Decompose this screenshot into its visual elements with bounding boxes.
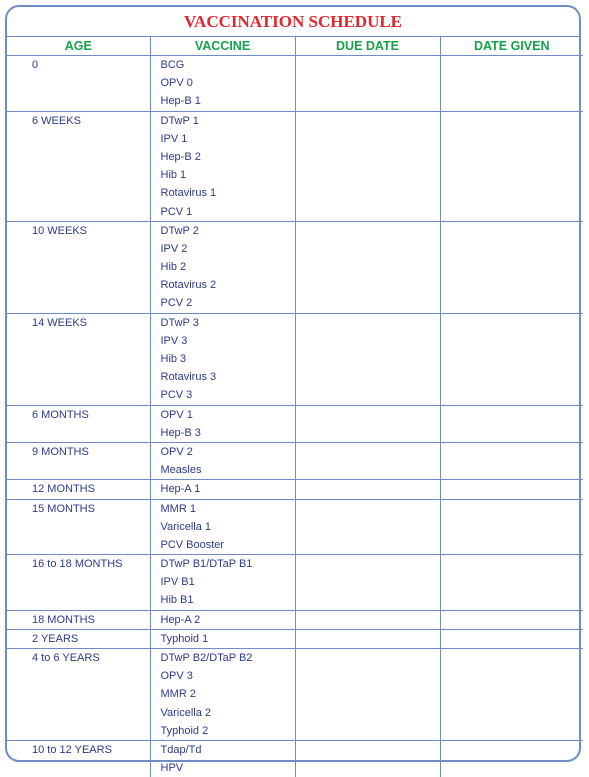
age-cell: 4 to 6 YEARS	[7, 649, 150, 741]
vaccine-name: DTwP 3	[161, 314, 295, 332]
vaccine-name: PCV 1	[161, 203, 295, 221]
table-row	[7, 610, 583, 629]
date-given-cell[interactable]	[440, 442, 583, 479]
vaccine-name: Rotavirus 2	[161, 276, 295, 294]
vaccine-name: MMR 2	[161, 685, 295, 703]
due-date-cell[interactable]	[295, 313, 440, 405]
vaccine-cell	[150, 221, 295, 313]
vaccine-cell	[150, 610, 295, 629]
date-given-cell[interactable]	[440, 221, 583, 313]
date-given-cell[interactable]	[440, 111, 583, 221]
vaccine-name: Varicella 2	[161, 704, 295, 722]
age-cell: 6 WEEKS	[7, 111, 150, 221]
date-given-cell[interactable]	[440, 56, 583, 112]
vaccine-name: Typhoid 1	[161, 630, 295, 648]
due-date-cell[interactable]	[295, 56, 440, 112]
vaccine-name: Hep-B 3	[161, 424, 295, 442]
date-given-cell[interactable]	[440, 629, 583, 648]
age-cell: 10 WEEKS	[7, 221, 150, 313]
due-date-cell[interactable]	[295, 480, 440, 499]
table-row	[7, 740, 583, 777]
vaccine-name: DTwP B1/DTaP B1	[161, 555, 295, 573]
vaccine-cell	[150, 442, 295, 479]
header-row	[7, 37, 583, 56]
vaccine-cell	[150, 740, 295, 777]
header-due-date: DUE DATE	[295, 37, 440, 56]
due-date-cell[interactable]	[295, 405, 440, 442]
date-given-cell[interactable]	[440, 610, 583, 629]
vaccine-name: HPV	[161, 759, 295, 777]
vaccine-name: MMR 1	[161, 500, 295, 518]
age-cell: 2 YEARS	[7, 629, 150, 648]
date-given-cell[interactable]	[440, 480, 583, 499]
due-date-cell[interactable]	[295, 649, 440, 741]
table-row	[7, 442, 583, 479]
age-cell: 15 MONTHS	[7, 499, 150, 555]
date-given-cell[interactable]	[440, 555, 583, 611]
vaccine-name: Hib B1	[161, 591, 295, 609]
age-cell: 6 MONTHS	[7, 405, 150, 442]
due-date-cell[interactable]	[295, 555, 440, 611]
table-row	[7, 313, 583, 405]
vaccine-name: PCV 2	[161, 294, 295, 312]
vaccine-name: PCV 3	[161, 386, 295, 404]
vaccine-name: Hep-A 2	[161, 611, 295, 629]
vaccine-cell	[150, 480, 295, 499]
header-age: AGE	[7, 37, 150, 56]
vaccine-name: DTwP B2/DTaP B2	[161, 649, 295, 667]
vaccine-name: Varicella 1	[161, 518, 295, 536]
due-date-cell[interactable]	[295, 610, 440, 629]
vaccine-cell	[150, 56, 295, 112]
table-row	[7, 111, 583, 221]
vaccine-name: Rotavirus 1	[161, 184, 295, 202]
age-cell: 9 MONTHS	[7, 442, 150, 479]
age-cell: 14 WEEKS	[7, 313, 150, 405]
vaccine-name: Measles	[161, 461, 295, 479]
due-date-cell[interactable]	[295, 111, 440, 221]
vaccine-name: Typhoid 2	[161, 722, 295, 740]
date-given-cell[interactable]	[440, 740, 583, 777]
vaccine-name: Hib 2	[161, 258, 295, 276]
age-cell: 10 to 12 YEARS	[7, 740, 150, 777]
vaccine-cell	[150, 629, 295, 648]
vaccine-name: Hib 1	[161, 166, 295, 184]
due-date-cell[interactable]	[295, 442, 440, 479]
page-title: VACCINATION SCHEDULE	[7, 7, 579, 37]
vaccine-name: Tdap/Td	[161, 741, 295, 759]
due-date-cell[interactable]	[295, 499, 440, 555]
table-row	[7, 221, 583, 313]
table-row	[7, 480, 583, 499]
vaccine-name: IPV 1	[161, 130, 295, 148]
due-date-cell[interactable]	[295, 629, 440, 648]
table-row	[7, 629, 583, 648]
vaccine-cell	[150, 555, 295, 611]
vaccine-cell	[150, 313, 295, 405]
table-row	[7, 499, 583, 555]
vaccine-name: OPV 1	[161, 406, 295, 424]
date-given-cell[interactable]	[440, 405, 583, 442]
vaccine-name: PCV Booster	[161, 536, 295, 554]
schedule-body	[7, 56, 583, 777]
vaccine-cell	[150, 649, 295, 741]
schedule-card	[5, 5, 581, 762]
vaccine-name: IPV B1	[161, 573, 295, 591]
vaccine-name: Hep-B 2	[161, 148, 295, 166]
date-given-cell[interactable]	[440, 313, 583, 405]
due-date-cell[interactable]	[295, 221, 440, 313]
age-cell: 16 to 18 MONTHS	[7, 555, 150, 611]
header-date-given: DATE GIVEN	[440, 37, 583, 56]
vaccine-name: DTwP 1	[161, 112, 295, 130]
age-cell: 0	[7, 56, 150, 112]
vaccine-name: Hib 3	[161, 350, 295, 368]
table-row	[7, 56, 583, 112]
vaccine-name: BCG	[161, 56, 295, 74]
schedule-table	[7, 37, 583, 777]
vaccine-name: OPV 0	[161, 74, 295, 92]
age-cell: 12 MONTHS	[7, 480, 150, 499]
vaccine-cell	[150, 111, 295, 221]
vaccine-cell	[150, 499, 295, 555]
date-given-cell[interactable]	[440, 649, 583, 741]
table-row	[7, 649, 583, 741]
vaccine-name: Rotavirus 3	[161, 368, 295, 386]
vaccine-name: IPV 2	[161, 240, 295, 258]
vaccine-name: IPV 3	[161, 332, 295, 350]
vaccine-name: Hep-B 1	[161, 92, 295, 110]
due-date-cell[interactable]	[295, 740, 440, 777]
vaccine-name: Hep-A 1	[161, 480, 295, 498]
vaccine-name: OPV 3	[161, 667, 295, 685]
vaccine-name: DTwP 2	[161, 222, 295, 240]
table-row	[7, 405, 583, 442]
header-vaccine: VACCINE	[150, 37, 295, 56]
table-row	[7, 555, 583, 611]
age-cell: 18 MONTHS	[7, 610, 150, 629]
vaccine-cell	[150, 405, 295, 442]
date-given-cell[interactable]	[440, 499, 583, 555]
vaccine-name: OPV 2	[161, 443, 295, 461]
